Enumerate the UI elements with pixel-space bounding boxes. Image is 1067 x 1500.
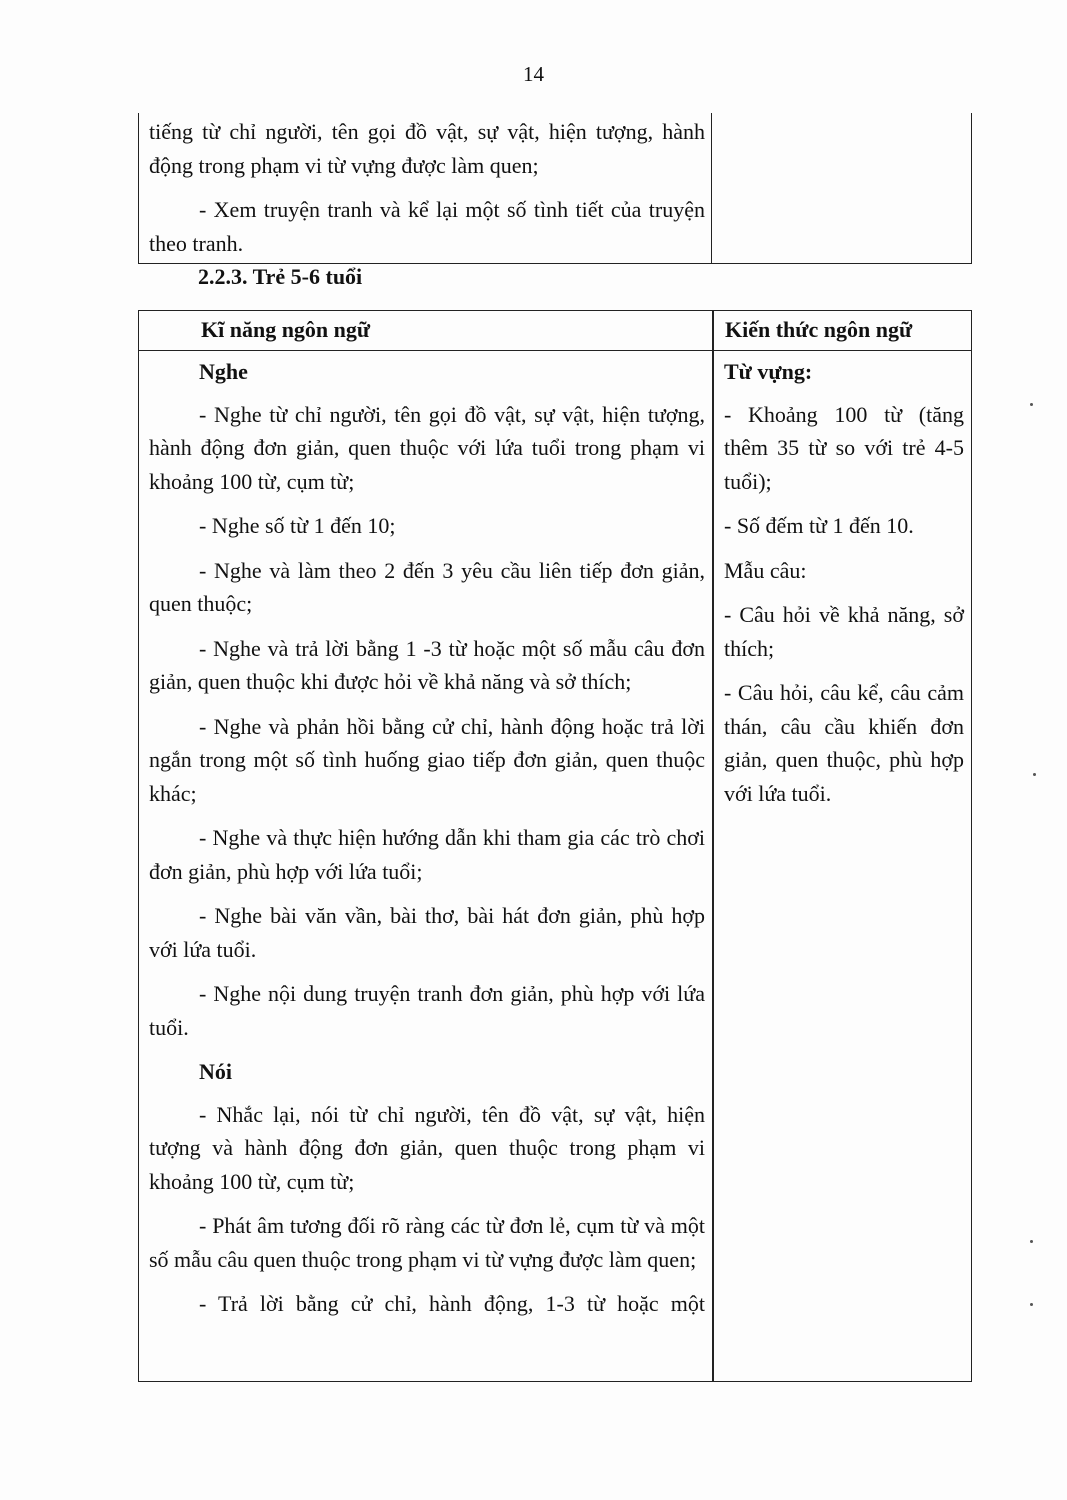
listening-item: - Nghe và làm theo 2 đến 3 yêu cầu liên tiếp đơn giản, quen thuộc; (149, 557, 705, 616)
vocabulary-item: - Số đếm từ 1 đến 10. (724, 513, 914, 538)
continuation-paragraph: - Xem truyện tranh và kể lại một số tình tiết của truyện theo tranh. (149, 197, 705, 256)
listening-item: - Nghe nội dung truyện tranh đơn giản, phù hợp với lứa tuổi. (149, 981, 705, 1040)
continuation-table (138, 113, 972, 264)
scan-speck (1030, 1303, 1033, 1306)
scan-speck (1030, 403, 1033, 406)
header-language-skills: Kĩ năng ngôn ngữ (201, 317, 371, 342)
vocabulary-item: - Khoảng 100 từ (tăng thêm 35 từ so với trẻ 4-5 tuổi); (724, 401, 964, 494)
speaking-heading: Nói (199, 1059, 232, 1084)
sentence-pattern-heading: Mẫu câu: (724, 557, 807, 583)
language-table (138, 310, 972, 1382)
speaking-item: - Phát âm tương đối rõ ràng các từ đơn lẻ, cụm từ và một số mẫu câu quen thuộc trong phạm vi từ vựng được làm quen; (149, 1213, 705, 1272)
listening-item: - Nghe số từ 1 đến 10; (199, 513, 396, 538)
table-header-row (139, 311, 971, 351)
continuation-right-cell (712, 113, 972, 263)
section-heading: 2.2.3. Trẻ 5-6 tuổi (198, 264, 363, 289)
speaking-item: - Nhắc lại, nói từ chỉ người, tên đồ vật, sự vật, hiện tượng và hành động đơn giản, quen thuộc trong phạm vi khoảng 100 từ, cụm từ; (149, 1101, 705, 1194)
listening-item: - Nghe và thực hiện hướng dẫn khi tham gia các trò chơi đơn giản, phù hợp với lứa tuổi; (149, 825, 705, 884)
skills-cell (149, 351, 705, 1332)
listening-item: - Nghe bài văn vần, bài thơ, bài hát đơn giản, phù hợp với lứa tuổi. (149, 903, 705, 962)
sentence-pattern-item: - Câu hỏi về khả năng, sở thích; (724, 602, 964, 661)
knowledge-cell (724, 351, 964, 821)
header-language-knowledge: Kiến thức ngôn ngữ (725, 317, 913, 342)
listening-item: - Nghe từ chỉ người, tên gọi đồ vật, sự vật, hiện tượng, hành động đơn giản, quen thuộc với lứa tuổi trong phạm vi khoảng 100 từ, cụm từ; (149, 401, 705, 494)
page-number: 14 (523, 62, 544, 86)
listening-item: - Nghe và phản hồi bằng cử chỉ, hành động hoặc trả lời ngắn trong một số tình huống giao tiếp đơn giản, quen thuộc khác; (149, 713, 705, 806)
scan-speck (1033, 773, 1036, 776)
scan-speck (1030, 1240, 1033, 1243)
sentence-pattern-item: - Câu hỏi, câu kể, câu cảm thán, câu cầu khiến đơn giản, quen thuộc, phù hợp với lứa tuổi. (724, 680, 964, 806)
listening-item: - Nghe và trả lời bằng 1 -3 từ hoặc một số mẫu câu đơn giản, quen thuộc khi được hỏi về khả năng và sở thích; (149, 635, 705, 694)
listening-heading: Nghe (199, 359, 248, 384)
speaking-item: - Trả lời bằng cử chỉ, hành động, 1-3 từ hoặc một (199, 1291, 705, 1316)
column-divider (712, 311, 714, 1381)
continuation-left-cell (138, 113, 712, 263)
vocabulary-heading: Từ vựng: (724, 359, 813, 384)
continuation-paragraph: tiếng từ chỉ người, tên gọi đồ vật, sự vật, hiện tượng, hành động trong phạm vi từ vựng được làm quen; (149, 119, 705, 178)
